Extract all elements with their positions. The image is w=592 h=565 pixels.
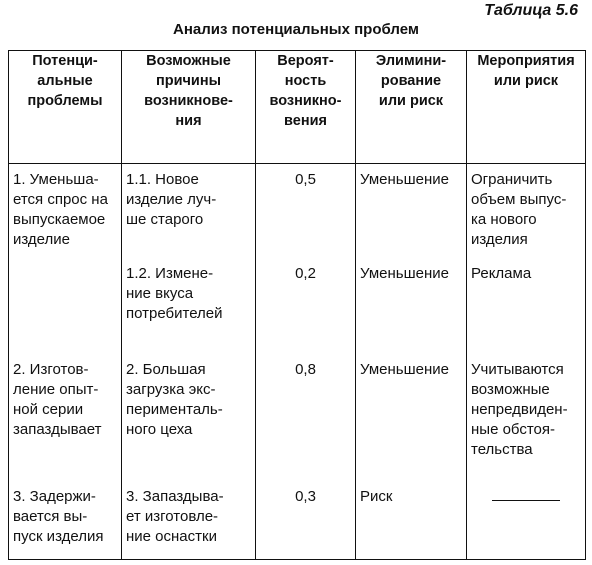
cell-probability: 0,2 [256, 264, 356, 360]
cell-probability: 0,3 [256, 487, 356, 559]
cell-problem: 1. Уменьша- ется спрос на выпускаемое изделие [9, 164, 122, 265]
cell-elimination: Уменьшение [356, 164, 467, 265]
table-row [9, 487, 586, 559]
cell-elimination: Уменьшение [356, 360, 467, 487]
cell-probability: 0,5 [256, 164, 356, 265]
cell-problem [9, 264, 122, 360]
cell-probability: 0,8 [256, 360, 356, 487]
cell-cause: 2. Большая загрузка экс- перименталь- ного цеха [122, 360, 256, 487]
cell-action [467, 487, 586, 559]
cell-action: Ограничить объем выпус- ка нового изделия [467, 164, 586, 265]
header-actions: Мероприятия или риск [467, 51, 586, 164]
cell-action: Реклама [467, 264, 586, 360]
empty-dash [492, 500, 560, 501]
header-problems: Потенци- альные проблемы [9, 51, 122, 164]
cell-cause: 1.2. Измене- ние вкуса потребителей [122, 264, 256, 360]
table-title: Анализ потенциальных проблем [173, 21, 419, 38]
header-causes: Возможные причины возникнове- ния [122, 51, 256, 164]
cell-cause: 3. Запаздыва- ет изготовле- ние оснастки [122, 487, 256, 559]
table-row [9, 360, 586, 487]
header-elimination: Элимини- рование или риск [356, 51, 467, 164]
cell-action: Учитываются возможные непредвиден- ные обстоя- тельства [467, 360, 586, 487]
cell-cause: 1.1. Новое изделие луч- ше старого [122, 164, 256, 265]
table-number-label: Таблица 5.6 [484, 2, 578, 19]
cell-elimination: Уменьшение [356, 264, 467, 360]
header-probability: Вероят- ность возникно- вения [256, 51, 356, 164]
cell-problem: 3. Задержи- вается вы- пуск изделия [9, 487, 122, 559]
table-row [9, 164, 586, 265]
cell-elimination: Риск [356, 487, 467, 559]
problem-analysis-table [8, 50, 586, 560]
table-row [9, 264, 586, 360]
header-row [9, 51, 586, 164]
cell-problem: 2. Изготов- ление опыт- ной серии запаздывает [9, 360, 122, 487]
